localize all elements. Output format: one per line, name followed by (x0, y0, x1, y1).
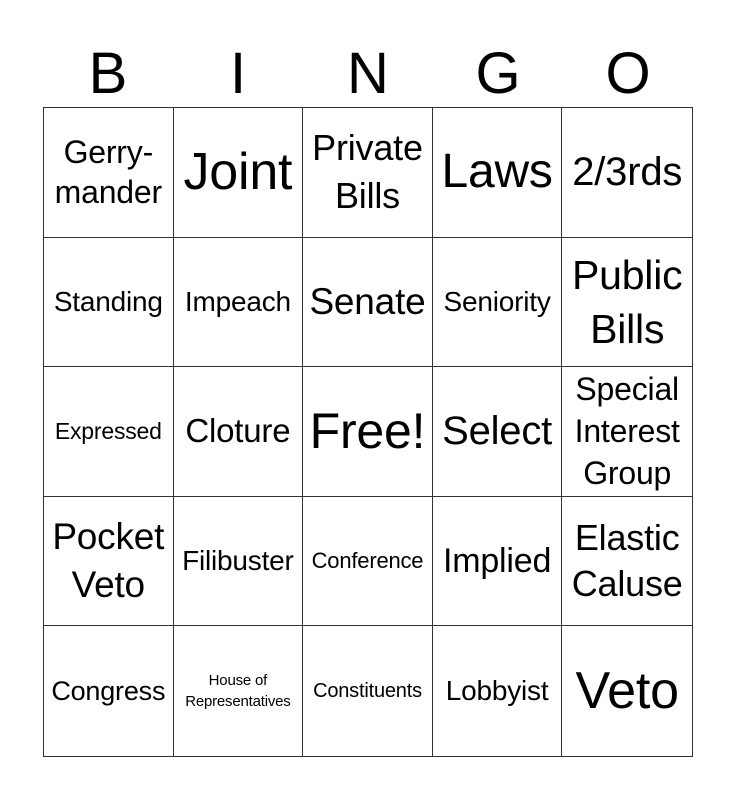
bingo-cell[interactable]: Elastic Caluse (562, 497, 692, 627)
bingo-cell[interactable]: Free! (303, 367, 433, 497)
bingo-cell[interactable]: 2/3rds (562, 108, 692, 238)
bingo-cell[interactable]: Congress (44, 626, 174, 756)
bingo-cell[interactable]: Joint (174, 108, 304, 238)
bingo-cell[interactable]: Seniority (433, 238, 563, 368)
header-letter-i: I (229, 41, 247, 106)
header-letter-b: B (88, 41, 128, 106)
bingo-cell[interactable]: Expressed (44, 367, 174, 497)
bingo-cell[interactable]: Special Interest Group (562, 367, 692, 497)
bingo-cell[interactable]: Senate (303, 238, 433, 368)
bingo-cell[interactable]: Filibuster (174, 497, 304, 627)
bingo-cell[interactable]: Lobbyist (433, 626, 563, 756)
header-letter-o: O (605, 41, 651, 106)
bingo-cell[interactable]: Implied (433, 497, 563, 627)
bingo-cell[interactable]: Standing (44, 238, 174, 368)
bingo-cell[interactable]: Laws (433, 108, 563, 238)
bingo-cell[interactable]: Public Bills (562, 238, 692, 368)
bingo-cell[interactable]: Conference (303, 497, 433, 627)
header-letter-n: N (347, 41, 389, 106)
bingo-board (43, 107, 693, 757)
bingo-cell[interactable]: Pocket Veto (44, 497, 174, 627)
bingo-cell[interactable]: Private Bills (303, 108, 433, 238)
bingo-cell[interactable]: Gerry- mander (44, 108, 174, 238)
bingo-header (43, 40, 693, 108)
bingo-cell[interactable]: Impeach (174, 238, 304, 368)
bingo-cell[interactable]: Veto (575, 662, 679, 721)
bingo-cell[interactable]: Select (433, 367, 563, 497)
bingo-cell[interactable]: House of Representatives (174, 626, 304, 756)
header-letter-g: G (475, 41, 521, 106)
bingo-cell[interactable]: Constituents (303, 626, 433, 756)
bingo-cell[interactable]: Cloture (174, 367, 304, 497)
